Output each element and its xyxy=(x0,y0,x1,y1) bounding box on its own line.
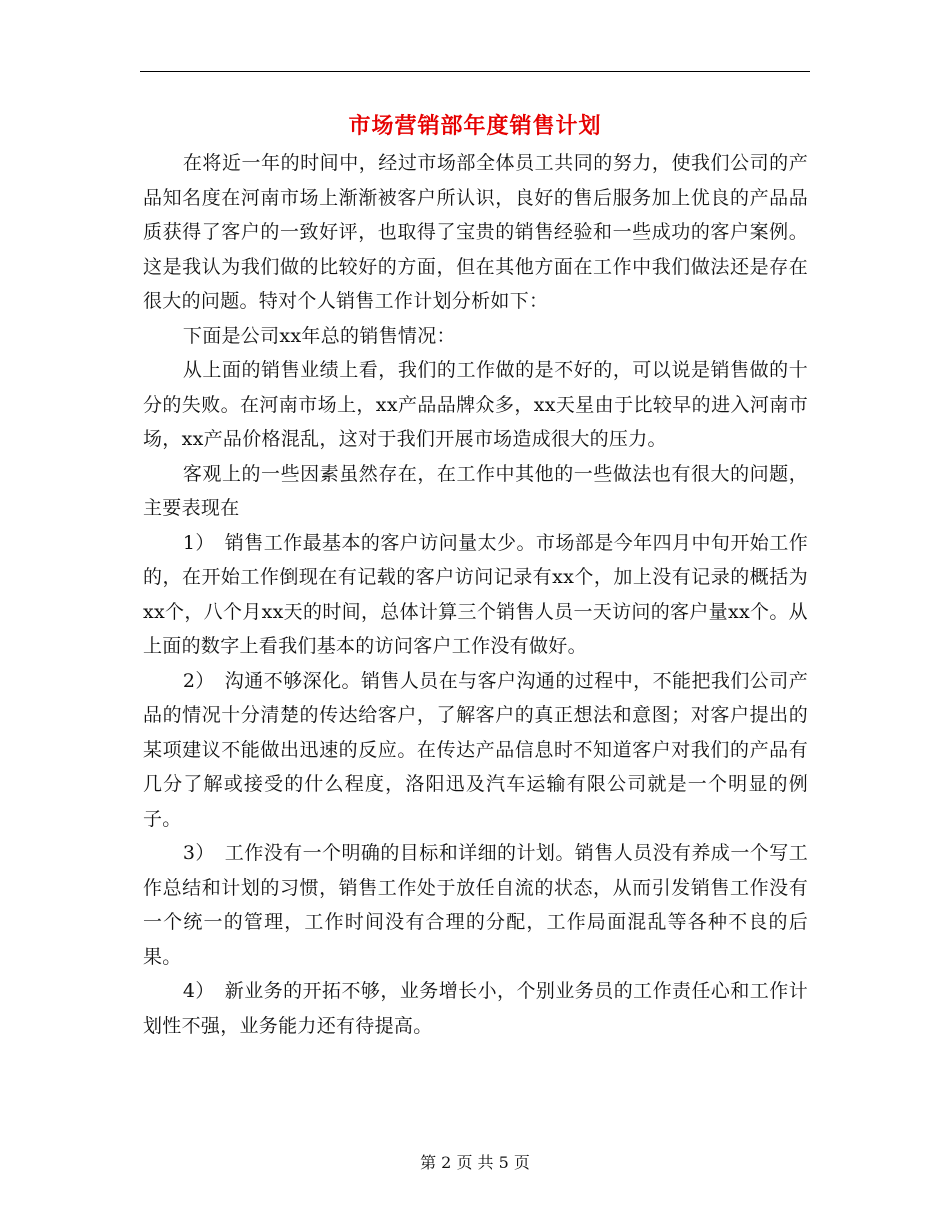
paragraph-item-4: 4） 新业务的开拓不够，业务增长小，个别业务员的工作责任心和工作计划性不强，业务能力还有待提高。 xyxy=(143,980,808,1037)
paragraph-item-1: 1） 销售工作最基本的客户访问量太少。市场部是今年四月中旬开始工作的，在开始工作倒现在有记载的客户访问记录有xx个，加上没有记录的概括为xx个，八个月xx天的时间，总体计算三个销售人员一天访问的客户量xx个。从上面的数字上看我们基本的访问客户工作没有做好。 xyxy=(143,531,808,657)
paragraph-item-3: 3） 工作没有一个明确的目标和详细的计划。销售人员没有养成一个写工作总结和计划的习惯，销售工作处于放任自流的状态，从而引发销售工作没有一个统一的管理，工作时间没有合理的分配，工作局面混乱等各种不良的后果。 xyxy=(143,842,808,968)
document-body xyxy=(143,146,808,1043)
paragraph-sales-summary: 下面是公司xx年总的销售情况： xyxy=(182,324,456,347)
document-title: 市场营销部年度销售计划 xyxy=(348,113,602,139)
page-number: 第 2 页 共 5 页 xyxy=(420,1153,530,1172)
paragraph-performance: 从上面的销售业绩上看，我们的工作做的是不好的，可以说是销售做的十分的失败。在河南市场上，xx产品品牌众多，xx天星由于比较早的进入河南市场，xx产品价格混乱，这对于我们开展市场造成很大的压力。 xyxy=(143,359,808,450)
page-footer xyxy=(140,1150,810,1176)
paragraph-item-2: 2） 沟通不够深化。销售人员在与客户沟通的过程中，不能把我们公司产品的情况十分清楚的传达给客户，了解客户的真正想法和意图；对客户提出的某项建议不能做出迅速的反应。在传达产品信息时不知道客户对我们的产品有几分了解或接受的什么程度，洛阳迅及汽车运输有限公司就是一个明显的例子。 xyxy=(143,669,808,830)
paragraph-intro: 在将近一年的时间中，经过市场部全体员工共同的努力，使我们公司的产品知名度在河南市场上渐渐被客户所认识，良好的售后服务加上优良的产品品质获得了客户的一致好评，也取得了宝贵的销售经验和一些成功的客户案例。这是我认为我们做的比较好的方面，但在其他方面在工作中我们做法还是存在很大的问题。特对个人销售工作计划分析如下： xyxy=(143,152,808,312)
paragraph-problems-intro: 客观上的一些因素虽然存在，在工作中其他的一些做法也有很大的问题，主要表现在 xyxy=(143,462,808,519)
header-rule xyxy=(140,71,810,72)
